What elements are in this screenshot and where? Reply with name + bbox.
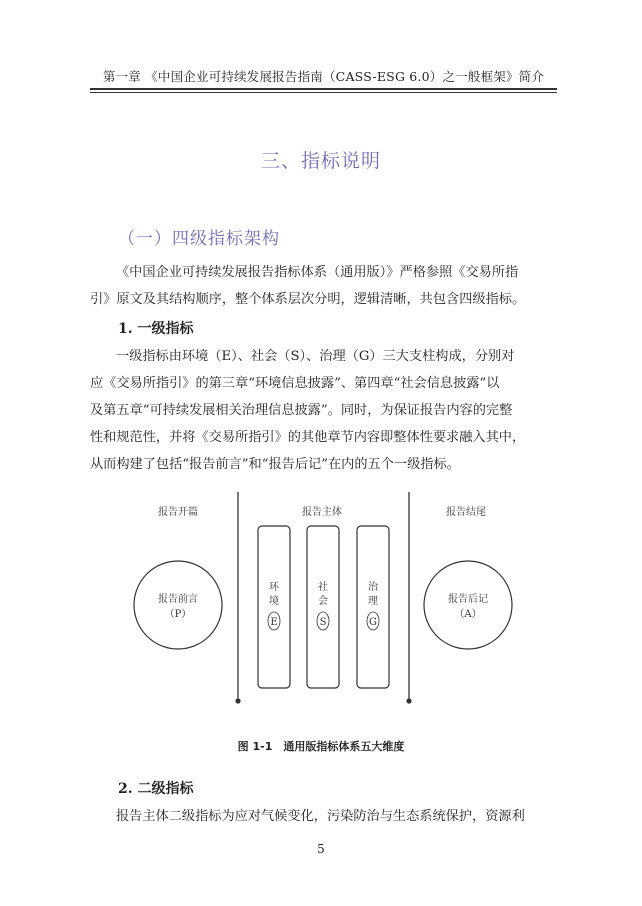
header-rule-thin [90,92,557,93]
pillar-governance [357,526,389,688]
level1-line-3: 及第五章“可持续发展相关治理信息披露”。同时，为保证报告内容的完整 [90,403,513,418]
level2-line-1: 报告主体二级指标为应对气候变化，污染防治与生态系统保护，资源利 [116,809,525,824]
preface-circle [134,561,222,649]
pillar-governance-box [357,526,389,688]
level1-line-5: 从而构建了包括“报告前言”和“报告后记”在内的五个一级指标。 [90,457,460,472]
figure-caption: 图 1-1 通用版指标体系五大维度 [237,740,405,753]
right-column-label: 报告结尾 [446,507,486,518]
level1-heading: 1. 一级指标 [118,321,194,337]
level1-line-4: 性和规范性，并将《交易所指引》的其他章节内容即整体性要求融入其中， [90,430,526,445]
intro-line-1: 《中国企业可持续发展报告指标体系（通用版）》严格参照《交易所指 [116,265,519,280]
section-title: 三、指标说明 [260,150,381,172]
pillar-social-char1: 社 [318,582,328,593]
pillar-social [307,526,339,688]
postscript-label: 报告后记 [448,594,488,605]
header-rule-thick [90,88,557,90]
intro-line-2: 引》原文及其结构顺序，整个体系层次分明，逻辑清晰，共包含四级指标。 [90,292,526,307]
intro-paragraph [90,259,557,313]
pillar-social-char2: 会 [318,596,328,607]
postscript-code: （A） [454,609,482,620]
pillar-governance-char2: 理 [368,596,378,607]
level2-paragraph [90,803,557,830]
pillar-environment-code: E [270,617,278,628]
level1-line-2: 应《交易所指引》的第三章“环境信息披露”、第四章“社会信息披露”以 [90,376,500,391]
left-column-label: 报告开篇 [158,507,198,518]
level1-paragraph [90,343,557,478]
preface-label: 报告前言 [158,594,198,605]
pillar-environment-box [258,526,290,688]
running-header: 第一章 《中国企业可持续发展报告指南（CASS-ESG 6.0）之一般框架》简介 [102,69,545,84]
page-number: 5 [317,842,325,856]
pillar-environment [258,526,290,688]
divider-left-dot [235,698,240,703]
level2-heading: 2. 二级指标 [118,781,194,797]
pillar-environment-char1: 环 [269,582,279,593]
postscript-circle [424,561,512,649]
middle-column-label: 报告主体 [302,507,342,518]
preface-code: （P） [164,609,192,620]
pillar-environment-char2: 境 [269,596,279,607]
pillar-social-code: S [319,617,327,628]
pillar-social-box [307,526,339,688]
divider-right-dot [406,698,411,703]
pillar-governance-char1: 治 [368,582,378,593]
level1-line-1: 一级指标由环境（E）、社会（S）、治理（G）三大支柱构成，分别对 [116,349,515,364]
subsection-title: （一）四级指标架构 [118,229,280,249]
five-dimension-diagram [90,488,557,718]
pillar-governance-code: G [369,617,377,628]
